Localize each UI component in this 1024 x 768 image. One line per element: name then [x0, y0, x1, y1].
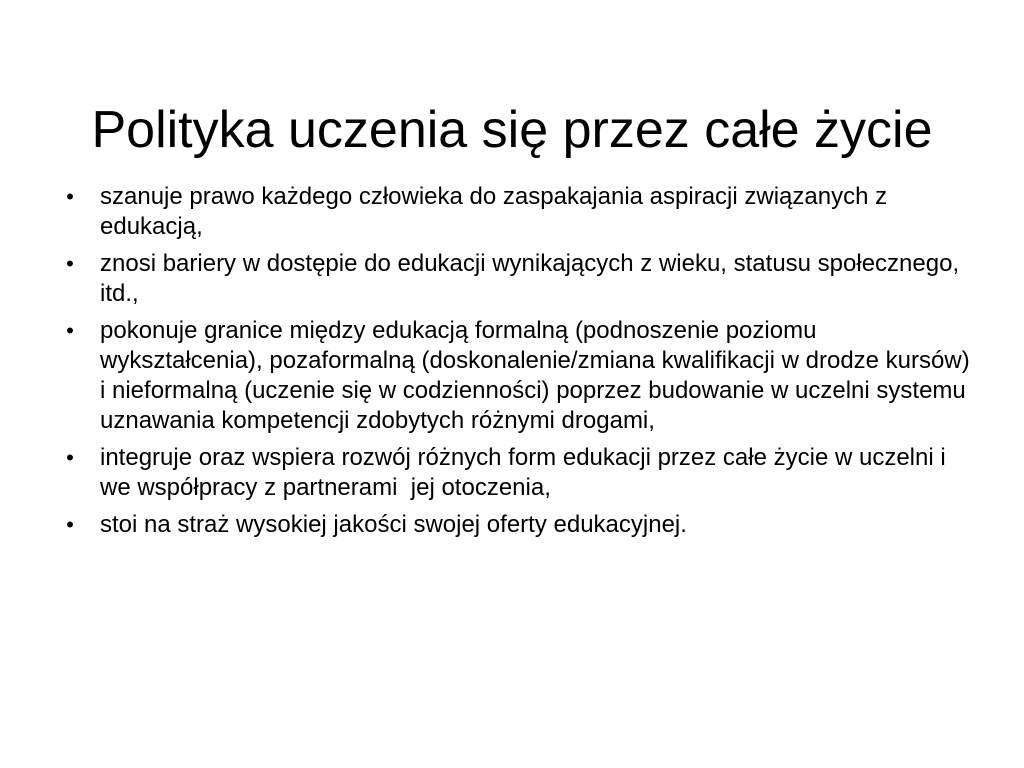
bullet-text: integruje oraz wspiera rozwój różnych form edukacji przez całe życie w uczelni i we współpracy z partnerami jej otoczenia,	[100, 444, 953, 501]
bullet-item	[60, 443, 970, 503]
bullet-icon: •	[66, 184, 74, 209]
bullet-text: znosi bariery w dostępie do edukacji wynikających z wieku, statusu społecznego, itd.,	[100, 250, 960, 307]
bullet-icon: •	[66, 512, 74, 537]
bullet-item	[60, 182, 970, 242]
bullet-text: stoi na straż wysokiej jakości swojej oferty edukacyjnej.	[100, 511, 687, 538]
bullet-item	[60, 510, 970, 540]
slide-title: Polityka uczenia się przez całe życie	[91, 100, 933, 159]
bullet-icon: •	[66, 251, 74, 276]
bullet-list	[60, 182, 970, 547]
bullet-item	[60, 249, 970, 309]
bullet-icon: •	[66, 318, 74, 343]
bullet-item	[60, 316, 970, 436]
bullet-text: pokonuje granice między edukacją formalną (podnoszenie poziomu wykształcenia), pozaformalną (doskonalenie/zmiana kwalifikacji w drodze kursów) i nieformalną (uczenie się w codzienności) poprzez budowanie w uczelni systemu uznawania kompetencji zdobytych różnymi drogami,	[100, 317, 970, 434]
bullet-text: szanuje prawo każdego człowieka do zaspakajania aspiracji związanych z edukacją,	[100, 183, 888, 240]
bullet-icon: •	[66, 445, 74, 470]
